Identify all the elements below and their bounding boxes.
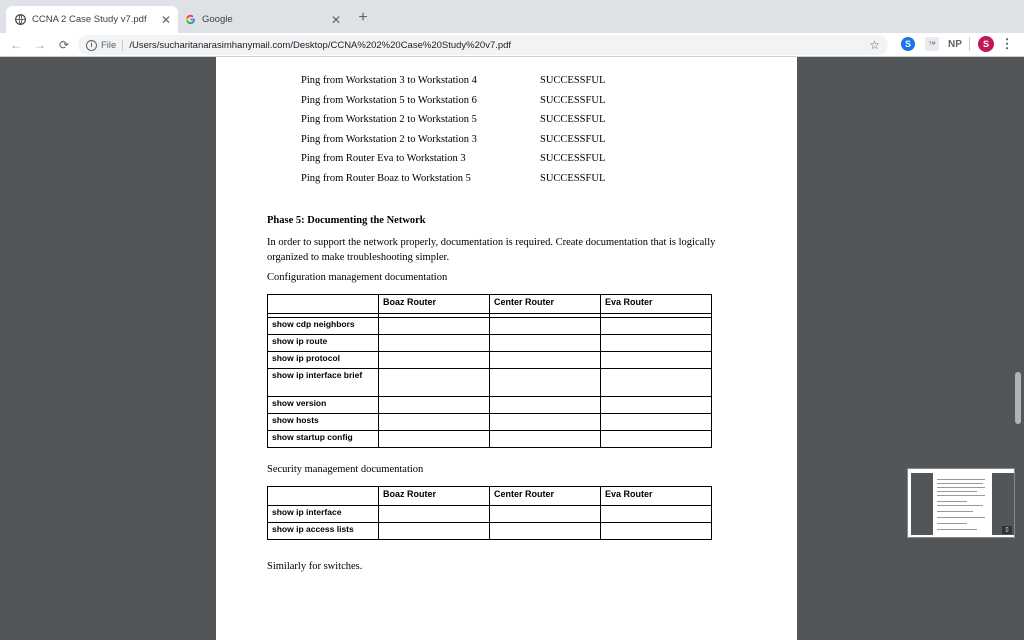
tab-title: Google xyxy=(202,14,233,25)
table-cell: show ip route xyxy=(268,335,379,352)
address-bar[interactable] xyxy=(78,35,888,55)
table-cell: show ip interface brief xyxy=(268,369,379,397)
scrollbar-thumb[interactable] xyxy=(1015,372,1021,424)
table-row xyxy=(268,523,712,540)
ping-label: Ping from Router Eva to Workstation 3 xyxy=(301,153,466,164)
avatar[interactable]: S xyxy=(978,36,994,52)
page-thumbnail-preview[interactable] xyxy=(907,468,1015,538)
table-header-cell xyxy=(268,487,379,506)
table-header-cell: Boaz Router xyxy=(379,487,490,506)
security-table xyxy=(267,486,712,540)
table-header-cell xyxy=(268,295,379,314)
intro-paragraph: In order to support the network properly, documentation is required. Create documentation that is logically organized to make troubleshooting simpler. xyxy=(267,237,716,263)
table-cell: show ip access lists xyxy=(268,523,379,540)
toolbar-divider xyxy=(969,37,970,51)
table-row xyxy=(268,318,712,335)
reload-icon[interactable]: ⟳ xyxy=(58,37,70,52)
ping-label: Ping from Router Boaz to Workstation 5 xyxy=(301,173,471,184)
pdf-viewer xyxy=(0,57,1024,640)
table-row xyxy=(268,369,712,397)
google-g-icon xyxy=(184,14,196,26)
table-header-cell: Eva Router xyxy=(601,487,712,506)
config-table xyxy=(267,294,712,448)
pdf-page xyxy=(216,57,797,640)
extension-s-icon[interactable]: S xyxy=(901,37,915,51)
ping-label: Ping from Workstation 2 to Workstation 3 xyxy=(301,134,477,145)
ping-label: Ping from Workstation 2 to Workstation 5 xyxy=(301,114,477,125)
ping-label: Ping from Workstation 5 to Workstation 6 xyxy=(301,95,477,106)
table-cell: show hosts xyxy=(268,414,379,431)
table-row xyxy=(268,335,712,352)
url-scheme: File xyxy=(101,40,123,51)
forward-arrow-icon[interactable]: → xyxy=(34,37,46,52)
extension-tm-icon[interactable]: ™ xyxy=(925,37,939,51)
new-tab-plus-icon[interactable]: + xyxy=(358,9,368,26)
table-row xyxy=(268,431,712,448)
table-cell: show ip protocol xyxy=(268,352,379,369)
tab-strip xyxy=(0,0,1024,33)
close-icon[interactable]: ✕ xyxy=(330,12,342,27)
table-row xyxy=(268,397,712,414)
close-icon[interactable]: ✕ xyxy=(160,12,172,27)
extension-np-icon[interactable]: NP xyxy=(948,38,962,50)
table-header-row xyxy=(268,487,712,506)
browser-toolbar xyxy=(0,33,1024,57)
table-cell: show startup config xyxy=(268,431,379,448)
tab-pdf[interactable] xyxy=(6,6,178,33)
table-header-cell: Center Router xyxy=(490,295,601,314)
tab-google[interactable] xyxy=(180,6,348,33)
ping-result: SUCCESSFUL xyxy=(540,153,606,164)
ping-result: SUCCESSFUL xyxy=(540,173,606,184)
table-cell: show version xyxy=(268,397,379,414)
table-cell: show ip interface xyxy=(268,506,379,523)
globe-icon xyxy=(14,14,26,26)
footer-text: Similarly for switches. xyxy=(267,561,363,572)
star-icon[interactable]: ☆ xyxy=(869,38,880,52)
tab-title: CCNA 2 Case Study v7.pdf xyxy=(32,14,147,25)
security-label: Security management documentation xyxy=(267,464,424,475)
table-cell: show cdp neighbors xyxy=(268,318,379,335)
table-row xyxy=(268,352,712,369)
table-row xyxy=(268,506,712,523)
more-menu-icon[interactable]: ⋮ xyxy=(1000,36,1014,51)
ping-result: SUCCESSFUL xyxy=(540,134,606,145)
table-header-cell: Boaz Router xyxy=(379,295,490,314)
table-header-cell: Center Router xyxy=(490,487,601,506)
ping-result: SUCCESSFUL xyxy=(540,114,606,125)
back-arrow-icon[interactable]: ← xyxy=(10,37,22,52)
ping-result: SUCCESSFUL xyxy=(540,75,606,86)
url-text: /Users/sucharitanarasimhanymail.com/Desktop/CCNA%202%20Case%20Study%20v7.pdf xyxy=(129,39,512,51)
thumbnail-margin xyxy=(911,473,933,535)
ping-result: SUCCESSFUL xyxy=(540,95,606,106)
thumbnail-page xyxy=(933,473,991,535)
table-header-cell: Eva Router xyxy=(601,295,712,314)
table-row xyxy=(268,414,712,431)
info-icon[interactable]: i xyxy=(86,40,97,51)
thumbnail-page-icon: ▯ xyxy=(1002,526,1012,534)
ping-label: Ping from Workstation 3 to Workstation 4 xyxy=(301,75,477,86)
table-header-row xyxy=(268,295,712,314)
config-label: Configuration management documentation xyxy=(267,272,448,283)
phase-heading: Phase 5: Documenting the Network xyxy=(267,215,426,226)
